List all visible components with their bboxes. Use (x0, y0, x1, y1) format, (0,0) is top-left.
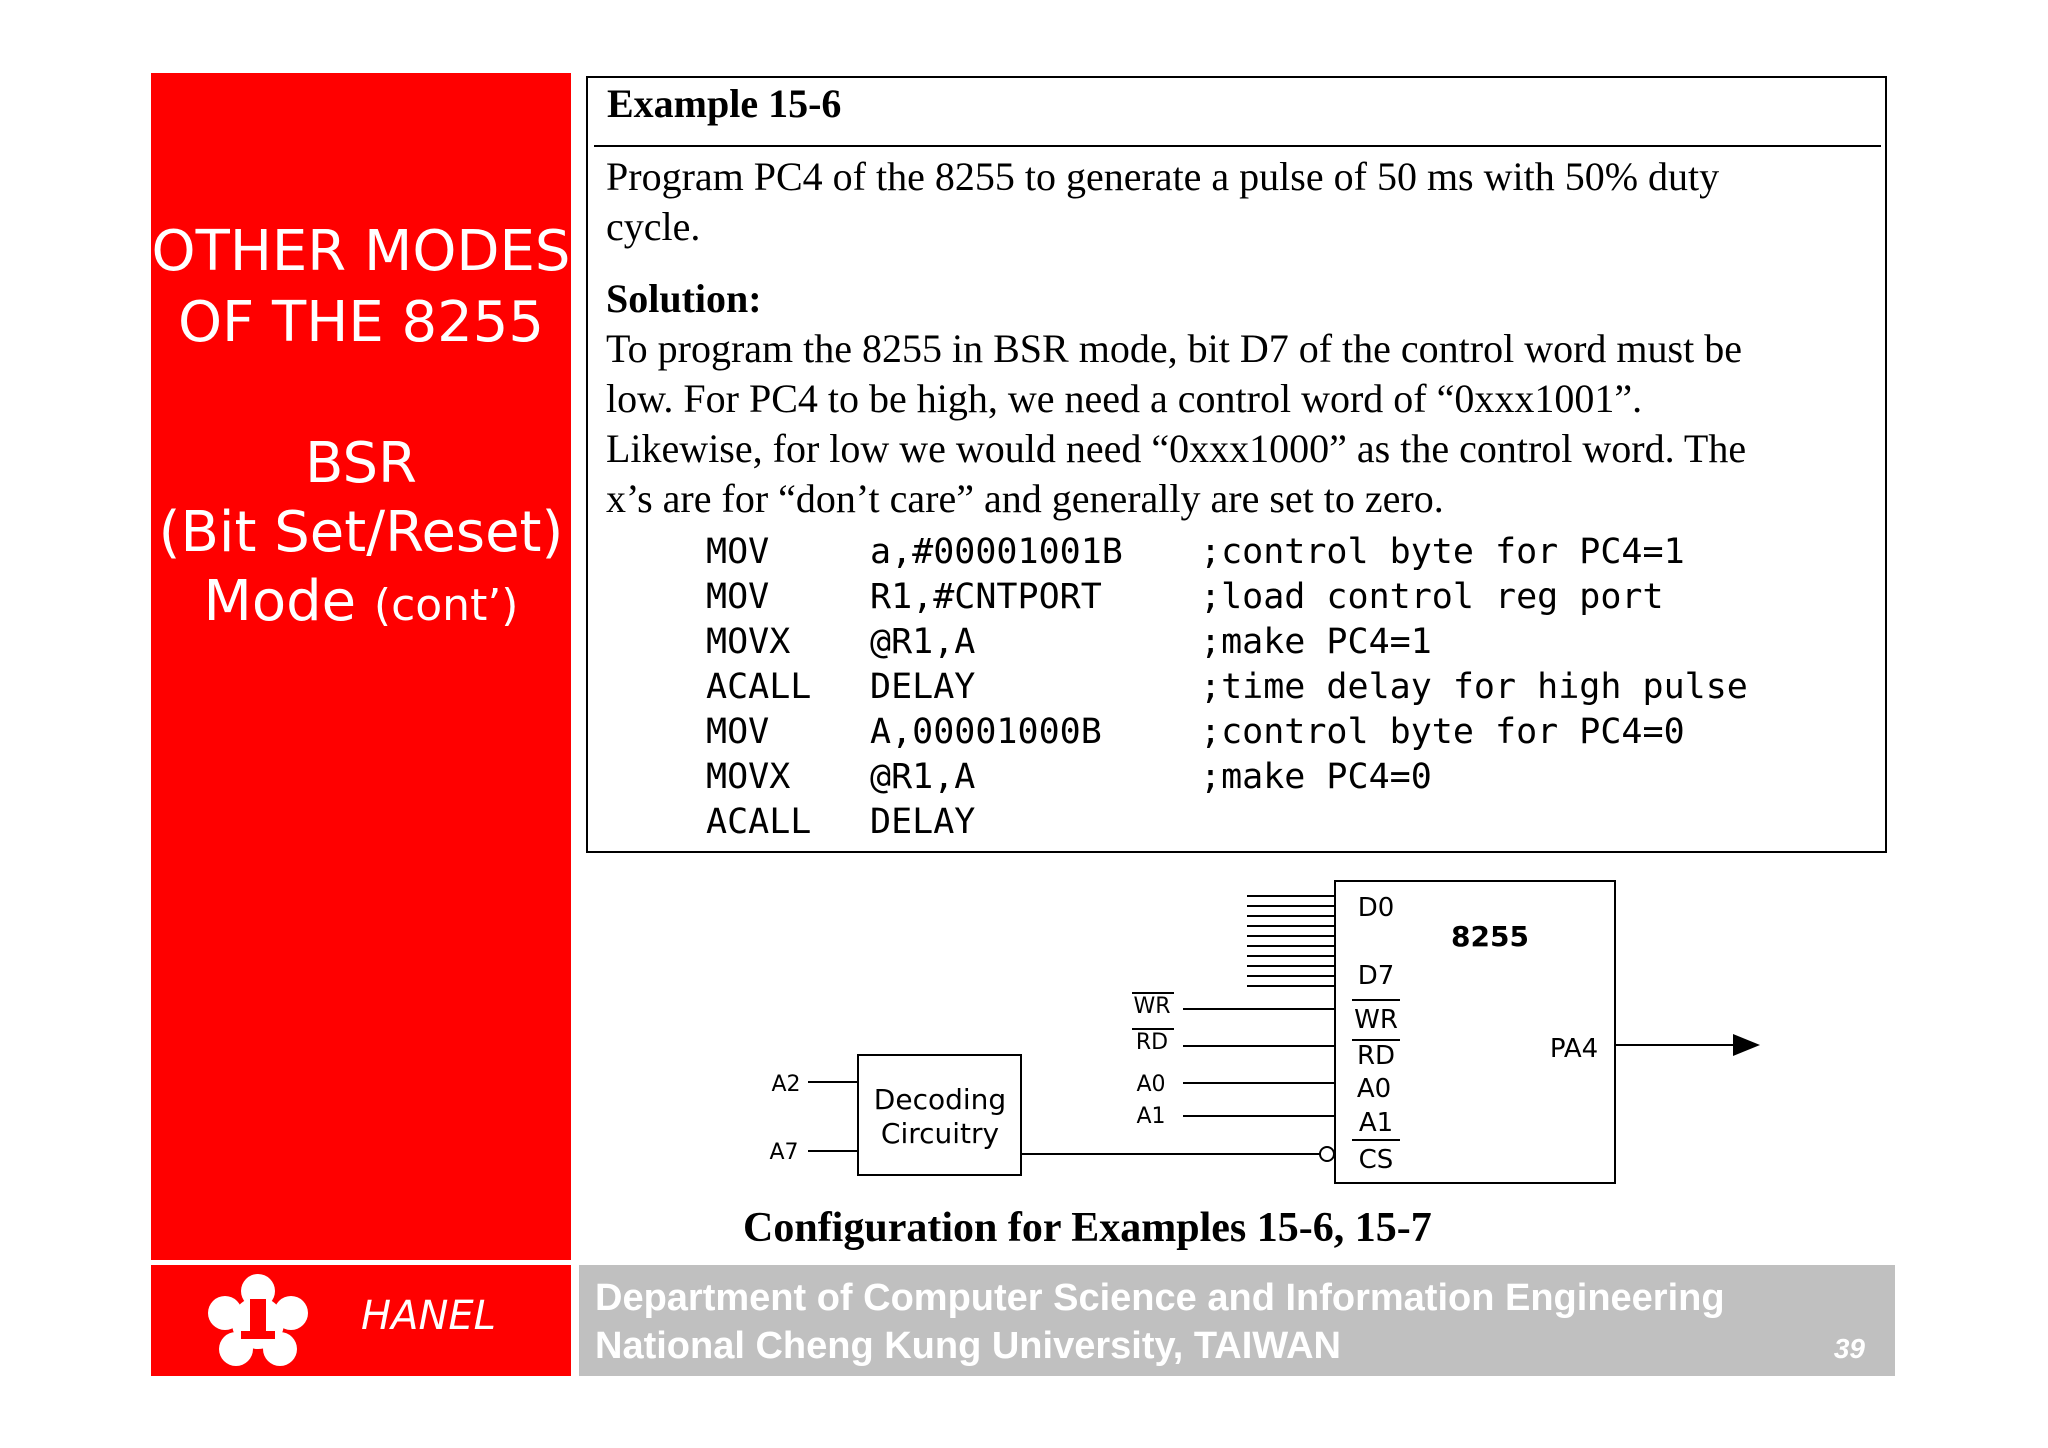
sidebar-title-line-3: BSR (305, 431, 417, 496)
solution-line-3: Likewise, for low we would need “0xxx1000” as the control word. The (606, 426, 1747, 471)
pin-a1: A1 (1358, 1108, 1394, 1138)
code-arg: @R1,A (870, 757, 976, 797)
pin-rd: RD (1356, 1041, 1396, 1071)
code-arg: @R1,A (870, 622, 976, 662)
code-op: MOVX (706, 622, 791, 662)
code-arg: R1,#CNTPORT (870, 577, 1102, 617)
sidebar-mode-word: Mode (203, 569, 357, 634)
footer-department-panel (579, 1265, 1895, 1376)
code-arg: A,00001000B (870, 712, 1102, 752)
chip-name: 8255 (1451, 920, 1529, 953)
page-number: 39 (1833, 1333, 1865, 1364)
label-a7: A7 (769, 1140, 799, 1165)
code-comment: ;make PC4=1 (1200, 622, 1432, 662)
code-op: MOVX (706, 757, 791, 797)
sidebar-cont: (cont’) (373, 580, 519, 631)
cs-inversion-bubble (1320, 1147, 1334, 1161)
figure-caption: Configuration for Examples 15-6, 15-7 (743, 1205, 1432, 1251)
example-title: Example 15-6 (607, 81, 842, 126)
code-comment: ;make PC4=0 (1200, 757, 1432, 797)
signal-rd: RD (1135, 1030, 1169, 1055)
code-op: MOV (706, 532, 770, 572)
department-line-1: Department of Computer Science and Information Engineering (595, 1277, 1725, 1319)
code-comment: ;load control reg port (1200, 577, 1664, 617)
pin-d0: D0 (1357, 893, 1395, 923)
code-op: MOV (706, 712, 770, 752)
code-arg: DELAY (870, 667, 976, 707)
solution-label: Solution: (606, 276, 762, 321)
sidebar-title-line-4: (Bit Set/Reset) (158, 500, 564, 565)
university-seal-icon (203, 1271, 313, 1371)
sidebar-title-line-2: OF THE 8255 (177, 290, 545, 355)
arrow-right-icon (1733, 1034, 1760, 1056)
control-lines (1183, 1009, 1335, 1116)
problem-line-1: Program PC4 of the 8255 to generate a pulse of 50 ms with 50% duty (606, 154, 1720, 199)
label-a2: A2 (771, 1072, 801, 1097)
signal-wr: WR (1133, 994, 1171, 1019)
footer-author-panel (151, 1265, 571, 1376)
code-comment: ;control byte for PC4=1 (1200, 532, 1685, 572)
code-op: ACALL (706, 802, 812, 842)
code-op: ACALL (706, 667, 812, 707)
pin-wr: WR (1354, 1005, 1398, 1035)
data-bus (1247, 896, 1335, 986)
sidebar-title-line-1: OTHER MODES (151, 219, 571, 284)
author-name: HANEL (361, 1293, 496, 1339)
code-comment: ;time delay for high pulse (1200, 667, 1748, 707)
pin-a0: A0 (1356, 1074, 1392, 1104)
code-op: MOV (706, 577, 770, 617)
code-comment: ;control byte for PC4=0 (1200, 712, 1685, 752)
problem-line-2: cycle. (606, 204, 701, 249)
solution-line-4: x’s are for “don’t care” and generally are set to zero. (606, 476, 1444, 521)
solution-line-1: To program the 8255 in BSR mode, bit D7 of the control word must be (606, 326, 1742, 371)
solution-line-2: low. For PC4 to be high, we need a control word of “0xxx1001”. (606, 376, 1643, 421)
pin-d7: D7 (1357, 961, 1395, 991)
signal-a0: A0 (1136, 1072, 1166, 1097)
pin-pa4: PA4 (1549, 1034, 1599, 1064)
pin-cs: CS (1358, 1145, 1394, 1175)
decoder-label-2: Circuitry (880, 1117, 1000, 1150)
code-arg: DELAY (870, 802, 976, 842)
decoder-label-1: Decoding (873, 1083, 1007, 1116)
department-line-2: National Cheng Kung University, TAIWAN (595, 1325, 1341, 1367)
signal-a1: A1 (1136, 1104, 1166, 1129)
code-arg: a,#00001001B (870, 532, 1123, 572)
